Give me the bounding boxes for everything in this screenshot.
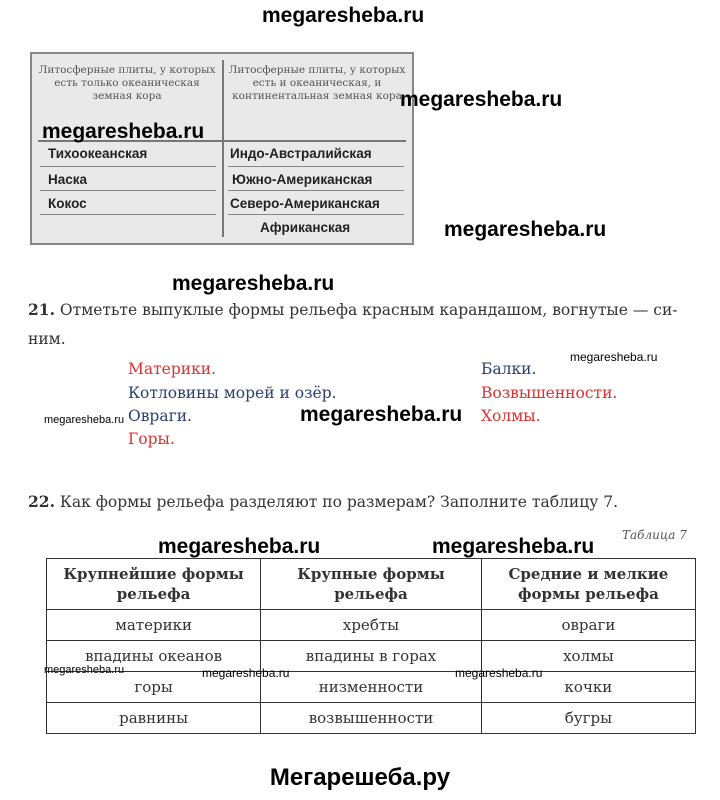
watermark: megaresheba.ru — [432, 535, 595, 558]
watermark-small: megaresheba.ru — [455, 666, 543, 680]
table-header-cell: Крупнейшие формы рельефа — [47, 559, 261, 610]
relief-right-2: Возвышенности. — [481, 384, 618, 402]
plate-left-1: Тихоокеанская — [48, 146, 148, 161]
table-cell: холмы — [481, 641, 695, 672]
table-header-cell: Средние и мелкие формы рельефа — [481, 559, 695, 610]
table-row — [47, 641, 696, 672]
watermark: megaresheba.ru — [444, 218, 607, 241]
table-caption: Таблица 7 — [622, 528, 687, 542]
plates-divider — [222, 60, 224, 237]
table-cell: впадины в горах — [261, 641, 482, 672]
table-cell: равнины — [47, 703, 261, 734]
watermark: megaresheba.ru — [158, 535, 321, 558]
plate-right-4: Африканская — [260, 220, 351, 235]
plate-left-3: Кокос — [48, 196, 87, 211]
watermark: megaresheba.ru — [300, 403, 463, 426]
watermark-small: megaresheba.ru — [570, 350, 658, 364]
question-22 — [28, 492, 688, 511]
relief-left-4: Горы. — [128, 430, 175, 448]
watermark-small: megaresheba.ru — [44, 414, 125, 426]
rule — [228, 214, 404, 215]
rule — [228, 190, 404, 191]
plate-right-2: Южно-Американская — [232, 172, 373, 187]
question-22-number: 22. — [28, 492, 55, 511]
watermark: megaresheba.ru — [400, 88, 563, 111]
table-cell: низменности — [261, 672, 482, 703]
relief-right-3: Холмы. — [481, 407, 541, 425]
rule — [228, 166, 404, 167]
table-cell: возвышенности — [261, 703, 482, 734]
table-cell: материки — [47, 610, 261, 641]
relief-size-table — [46, 558, 696, 734]
table-row — [47, 610, 696, 641]
footer-watermark: Мегарешеба.ру — [269, 764, 451, 791]
rule — [40, 214, 216, 215]
relief-left-1: Материки. — [128, 360, 217, 378]
question-21-text: Отметьте выпуклые формы рельефа красным карандашом, вогнутые — си- — [59, 301, 678, 319]
relief-right-1: Балки. — [481, 360, 537, 378]
question-22-text: Как формы рельефа разделяют по размерам? Заполните таблицу 7. — [59, 493, 619, 511]
watermark-top: megaresheba.ru — [262, 4, 425, 27]
table-cell: овраги — [481, 610, 695, 641]
watermark-small: megaresheba.ru — [202, 666, 290, 680]
table-row — [47, 672, 696, 703]
table-cell: бугры — [481, 703, 695, 734]
plates-table — [30, 52, 414, 245]
table-cell: хребты — [261, 610, 482, 641]
watermark-small: megaresheba.ru — [44, 664, 125, 676]
question-21-text-cont: ним. — [28, 330, 66, 348]
table-header-row — [47, 559, 696, 610]
plate-right-1: Индо-Австралийская — [230, 146, 372, 161]
table-cell: кочки — [481, 672, 695, 703]
table-header-cell: Крупные формы рельефа — [261, 559, 482, 610]
watermark: megaresheba.ru — [172, 272, 335, 295]
question-21-number: 21. — [28, 300, 55, 319]
watermark: megaresheba.ru — [42, 120, 205, 143]
table-cell: горы — [47, 672, 261, 703]
rule — [40, 190, 216, 191]
relief-left-2: Котловины морей и озёр. — [128, 384, 337, 402]
plates-header-right: Литосферные плиты, у которых есть и океаническая, и континентальная земная кора — [228, 64, 406, 102]
table-cell: впадины океанов — [47, 641, 261, 672]
table-row — [47, 703, 696, 734]
question-21 — [28, 300, 688, 319]
relief-left-3: Овраги. — [128, 407, 192, 425]
plate-left-2: Наска — [48, 172, 88, 187]
plates-header-left: Литосферные плиты, у которых есть только океаническая земная кора — [38, 64, 216, 102]
rule — [40, 166, 216, 167]
plate-right-3: Северо-Американская — [230, 196, 380, 211]
